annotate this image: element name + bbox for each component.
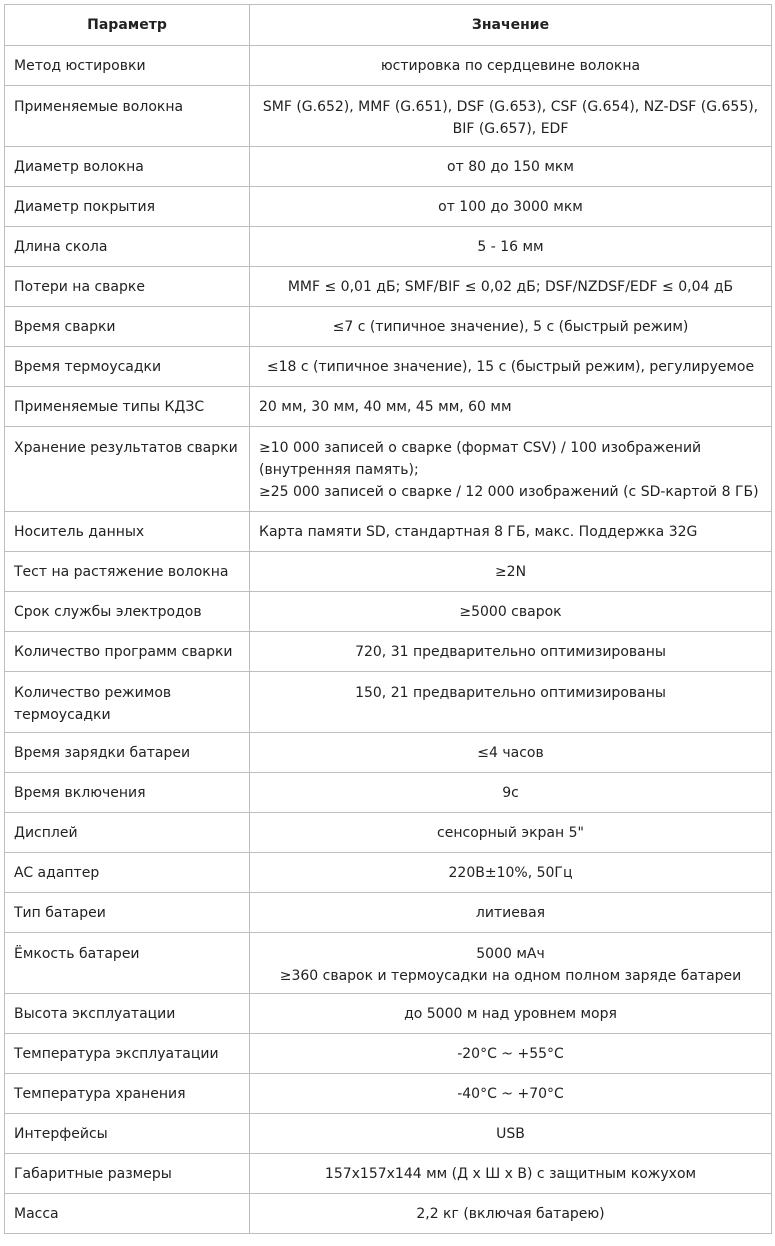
value-cell [250,853,772,893]
param-text: Время включения [14,785,146,801]
value-cell [250,1034,772,1074]
table-row [5,1034,772,1074]
param-text: Интерфейсы [14,1126,108,1142]
param-cell [5,427,250,512]
param-cell [5,187,250,227]
value-text: 150, 21 предварительно оптимизированы [355,685,666,701]
value-text: -20°C ~ +55°C [457,1046,564,1062]
value-text: SMF (G.652), MMF (G.651), DSF (G.653), CSF (G.654), NZ-DSF (G.655), [262,99,759,115]
value-text: ≤4 часов [477,745,544,761]
table-row [5,512,772,552]
param-text: Тип батареи [14,905,106,921]
value-text: ≥25 000 записей о сварке / 12 000 изображений (с SD-картой 8 ГБ) [259,484,759,500]
value-text: 5 - 16 мм [477,239,544,255]
table-row [5,773,772,813]
header-value: Значение [250,5,772,46]
param-text: Ёмкость батареи [14,946,140,962]
value-cell [250,347,772,387]
value-text: ≤7 с (типичное значение), 5 с (быстрый режим) [332,319,689,335]
table-row [5,147,772,187]
param-cell [5,773,250,813]
value-text: 9с [502,785,519,801]
param-cell [5,1194,250,1234]
value-text: Карта памяти SD, стандартная 8 ГБ, макс. Поддержка 32G [259,524,698,540]
value-cell [250,307,772,347]
value-text: 2,2 кг (включая батарею) [416,1206,605,1222]
value-cell [250,387,772,427]
value-cell [250,592,772,632]
param-cell [5,893,250,933]
param-cell [5,307,250,347]
value-text: сенсорный экран 5" [437,825,584,841]
table-row [5,632,772,672]
value-text: 220В±10%, 50Гц [448,865,573,881]
param-cell [5,387,250,427]
value-text: MMF ≤ 0,01 дБ; SMF/BIF ≤ 0,02 дБ; DSF/NZDSF/EDF ≤ 0,04 дБ [287,279,734,295]
param-text: Длина скола [14,239,108,255]
param-text: Масса [14,1206,59,1222]
table-row [5,813,772,853]
value-cell [250,1114,772,1154]
value-text: от 100 до 3000 мкм [438,199,583,215]
table-row [5,347,772,387]
value-text: литиевая [475,905,546,921]
value-cell [250,46,772,86]
param-cell [5,147,250,187]
param-text: Применяемые волокна [14,99,184,115]
value-cell [250,893,772,933]
param-cell [5,347,250,387]
param-cell [5,813,250,853]
param-cell [5,632,250,672]
param-cell [5,46,250,86]
param-cell [5,994,250,1034]
table-row [5,733,772,773]
value-cell [250,552,772,592]
table-row [5,307,772,347]
header-param: Параметр [5,5,250,46]
param-text: Тест на растяжение волокна [14,564,229,580]
value-text: (внутренняя память); [259,462,419,478]
value-text: юстировка по сердцевине волокна [380,58,641,74]
table-row [5,46,772,86]
value-text: 5000 мАч [476,946,545,962]
table-row [5,1114,772,1154]
value-cell [250,227,772,267]
value-cell [250,773,772,813]
table-row [5,592,772,632]
table-row [5,893,772,933]
value-text: ≥2N [494,564,527,580]
table-row [5,427,772,512]
param-text: Носитель данных [14,524,145,540]
param-cell [5,227,250,267]
param-text: Время термоусадки [14,359,162,375]
table-row [5,552,772,592]
value-cell [250,672,772,733]
value-cell [250,1154,772,1194]
param-text: Метод юстировки [14,58,146,74]
param-cell [5,552,250,592]
param-text: Потери на сварке [14,279,145,295]
table-row [5,187,772,227]
value-cell [250,187,772,227]
param-text: Количество программ сварки [14,644,233,660]
value-text: 157x157x144 мм (Д x Ш x В) с защитным кожухом [324,1166,697,1182]
param-text: Дисплей [14,825,78,841]
param-text: Применяемые типы КДЗС [14,399,205,415]
value-cell [250,427,772,512]
table-row [5,86,772,147]
param-text: Диаметр волокна [14,159,144,175]
table-row [5,1074,772,1114]
value-text: от 80 до 150 мкм [447,159,574,175]
value-text: 20 мм, 30 мм, 40 мм, 45 мм, 60 мм [259,399,512,415]
value-text: -40°C ~ +70°C [457,1086,564,1102]
table-row [5,227,772,267]
table-row [5,387,772,427]
param-text: Температура эксплуатации [14,1046,219,1062]
param-cell [5,592,250,632]
value-cell [250,994,772,1034]
param-text: Срок службы электродов [14,604,202,620]
param-cell [5,853,250,893]
table-row [5,994,772,1034]
value-cell [250,267,772,307]
value-text: до 5000 м над уровнем моря [404,1006,617,1022]
value-cell [250,86,772,147]
param-text: AC адаптер [14,865,100,881]
table-row [5,267,772,307]
value-cell [250,813,772,853]
param-text: Время зарядки батареи [14,745,191,761]
param-cell [5,1154,250,1194]
param-text: Количество режимов [14,685,172,701]
value-cell [250,933,772,994]
value-text: ≥5000 сварок [459,604,562,620]
value-text: ≤18 с (типичное значение), 15 с (быстрый режим), регулируемое [266,359,755,375]
param-text: Габаритные размеры [14,1166,172,1182]
param-cell [5,86,250,147]
value-cell [250,733,772,773]
table-row [5,1154,772,1194]
value-text: ≥10 000 записей о сварке (формат CSV) / 100 изображений [259,440,702,456]
table-row [5,672,772,733]
value-cell [250,632,772,672]
param-cell [5,267,250,307]
param-cell [5,1074,250,1114]
table-row [5,1194,772,1234]
param-cell [5,1114,250,1154]
table-row [5,933,772,994]
param-cell [5,512,250,552]
param-text: Высота эксплуатации [14,1006,176,1022]
value-cell [250,1074,772,1114]
param-text: Диаметр покрытия [14,199,156,215]
table-header-row [5,5,772,46]
value-text: BIF (G.657), EDF [452,121,569,137]
param-cell [5,733,250,773]
value-text: 720, 31 предварительно оптимизированы [355,644,666,660]
value-cell [250,147,772,187]
value-text: USB [496,1126,525,1142]
param-text: Время сварки [14,319,116,335]
spec-table [4,4,772,1234]
value-cell [250,512,772,552]
param-cell [5,1034,250,1074]
param-cell [5,672,250,733]
param-cell [5,933,250,994]
param-text: Хранение результатов сварки [14,440,238,456]
value-cell [250,1194,772,1234]
param-text: Температура хранения [14,1086,186,1102]
table-row [5,853,772,893]
param-text: термоусадки [14,707,111,723]
value-text: ≥360 сварок и термоусадки на одном полном заряде батареи [279,968,742,984]
